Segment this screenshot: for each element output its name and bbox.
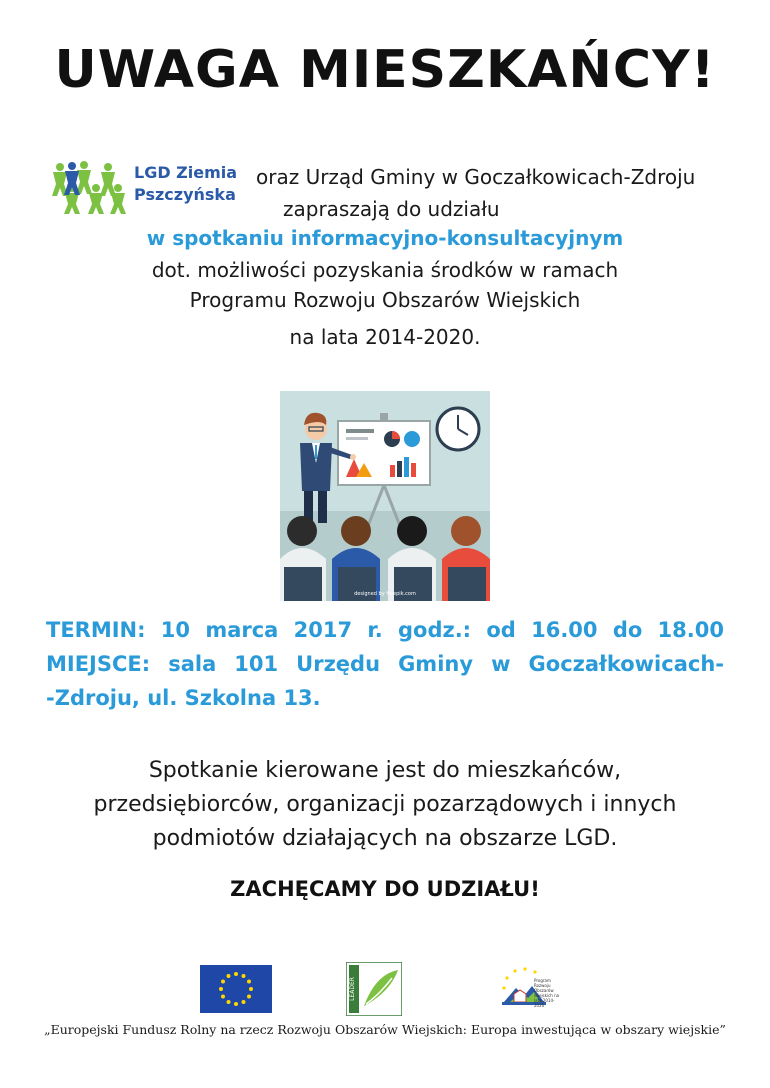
eu-star-icon — [247, 995, 251, 999]
call-to-action: ZACHĘCAMY DO UDZIAŁU! — [230, 877, 540, 901]
leader-logo — [346, 962, 402, 1016]
eu-star-icon — [227, 1000, 231, 1004]
eu-star-icon — [242, 1000, 246, 1004]
eu-star-icon — [242, 974, 246, 978]
intro-line-1: oraz Urząd Gminy w Goczałkowicach-Zdroju — [256, 165, 696, 189]
intro-line-5: na lata 2014-2020. — [289, 325, 481, 349]
eu-star-icon — [234, 1002, 238, 1006]
eu-star-icon — [221, 995, 225, 999]
lgd-logo-line2: Pszczyńska — [134, 185, 236, 204]
eu-star-icon — [247, 980, 251, 984]
people-figures-icon — [48, 158, 128, 216]
eu-star-icon — [249, 987, 253, 991]
intro-line-4: Programu Rozwoju Obszarów Wiejskich — [189, 288, 581, 312]
target-line-1: Spotkanie kierowane jest do mieszkańców, — [148, 758, 622, 783]
leader-logo-text: LEADER — [349, 977, 356, 1001]
illustration-credit: designed by freepik.com — [354, 591, 416, 597]
clock-icon — [437, 408, 479, 450]
page-title: UWAGA MIESZKAŃCY! — [54, 40, 716, 100]
intro-line-2: zapraszają do udziału — [283, 197, 500, 221]
eu-flag-icon — [200, 965, 272, 1013]
meeting-place-line-1: MIEJSCE: sala 101 Urzędu Gminy w Goczałkowicach- — [46, 652, 724, 676]
target-line-3: podmiotów działających na obszarze LGD. — [152, 826, 618, 851]
prow-logo-text: Program Rozwoju Obszarów Wiejskich na lata 2014-2020 — [534, 978, 560, 1008]
lgd-logo-line1: LGD Ziemia — [134, 163, 238, 182]
eu-star-icon — [227, 974, 231, 978]
presentation-illustration — [280, 391, 490, 601]
lgd-logo-text — [134, 162, 237, 206]
intro-line-3: dot. możliwości pozyskania środków w ramach — [151, 258, 619, 282]
eu-star-icon — [221, 980, 225, 984]
meeting-date: TERMIN: 10 marca 2017 r. godz.: od 16.00 do 18.00 — [46, 618, 724, 642]
lgd-logo — [48, 158, 238, 216]
eu-star-icon — [234, 972, 238, 976]
footer-eafrd-slogan: „Europejski Fundusz Rolny na rzecz Rozwoju Obszarów Wiejskich: Europa inwestująca w obszary wiejskie” — [44, 1022, 726, 1037]
meeting-place-line-2: -Zdroju, ul. Szkolna 13. — [46, 686, 321, 710]
eu-star-icon — [219, 987, 223, 991]
target-line-2: przedsiębiorców, organizacji pozarządowych i innych — [93, 792, 677, 817]
meeting-type: w spotkaniu informacyjno-konsultacyjnym — [146, 226, 624, 250]
